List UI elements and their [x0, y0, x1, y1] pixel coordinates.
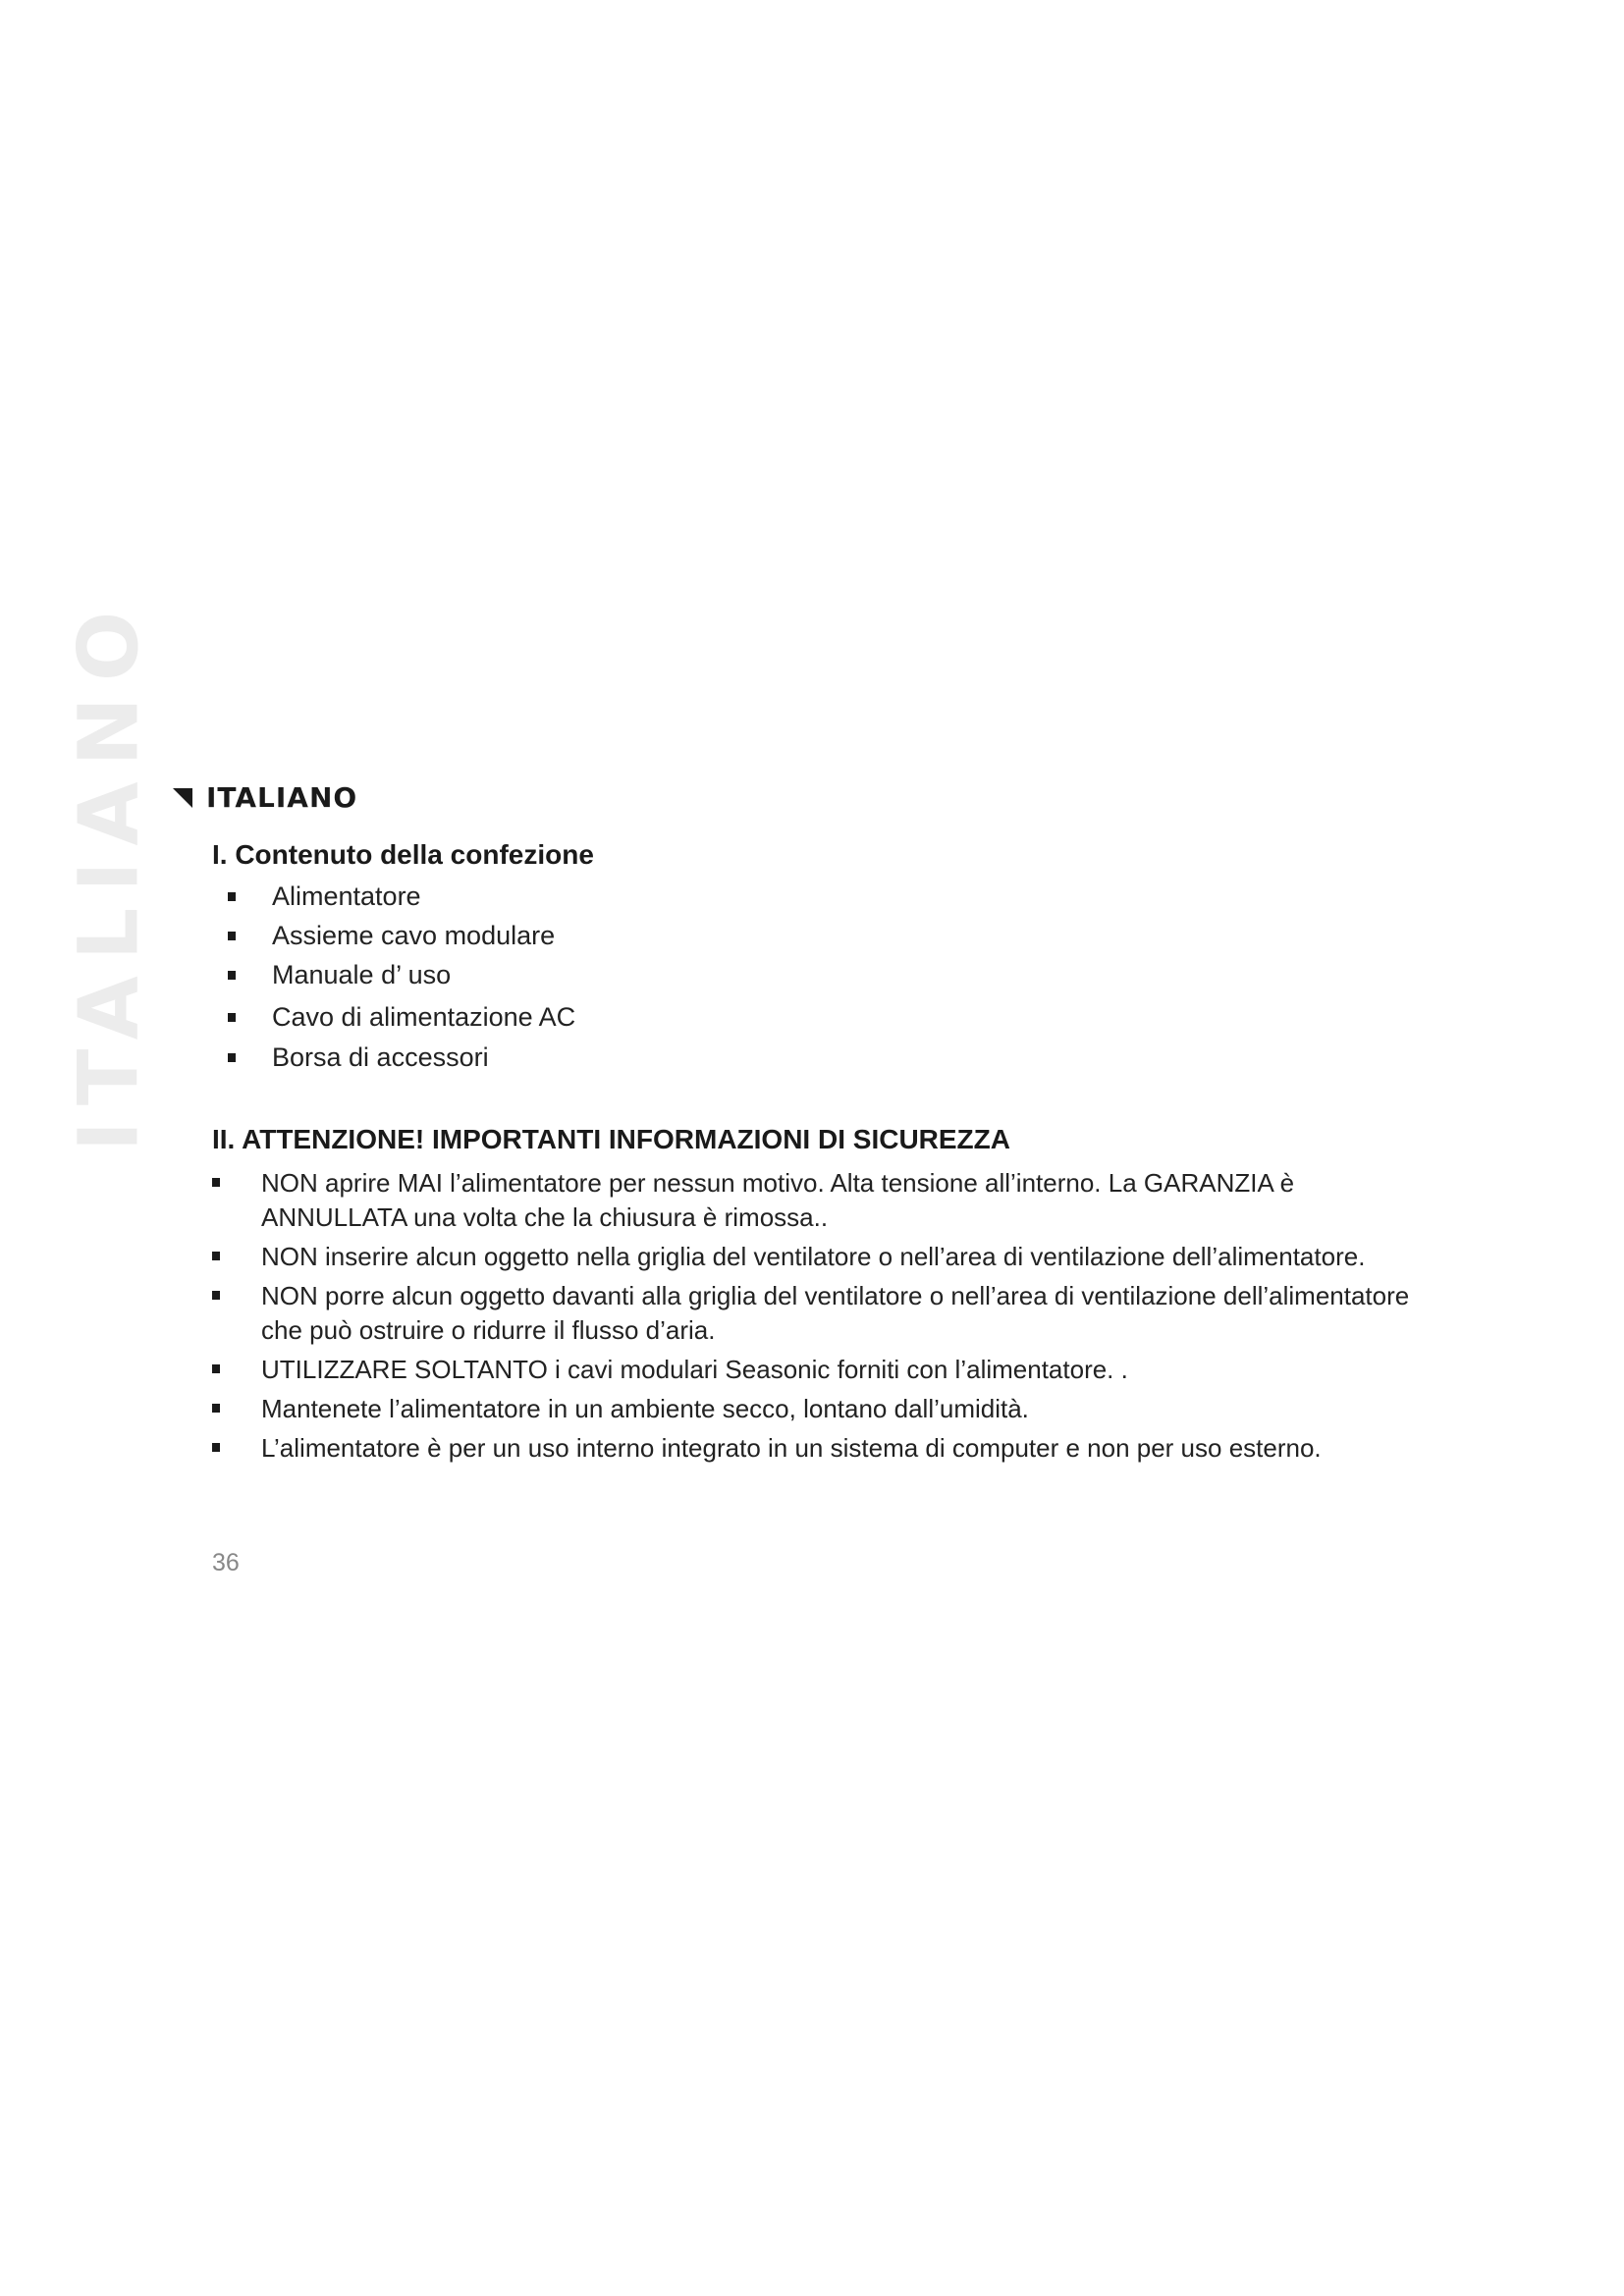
safety-info-title: II. ATTENZIONE! IMPORTANTI INFORMAZIONI DI SICUREZZA [212, 1124, 1010, 1154]
list-item [212, 1353, 1410, 1387]
list-item [212, 1279, 1410, 1348]
list-item-text: NON inserire alcun oggetto nella griglia del ventilatore o nell’area di ventilazione dell’alimentatore. [261, 1242, 1366, 1271]
side-language-watermark [60, 595, 157, 1152]
square-bullet-icon [228, 971, 236, 980]
list-item [212, 1431, 1410, 1466]
list-item-text: Mantenete l’alimentatore in un ambiente secco, lontano dall’umidità. [261, 1394, 1029, 1423]
list-item-text: Cavo di alimentazione AC [272, 1002, 576, 1032]
list-item-text: Manuale d’ uso [272, 960, 452, 989]
square-bullet-icon [212, 1364, 220, 1373]
square-bullet-icon [228, 932, 236, 940]
square-bullet-icon [212, 1443, 220, 1452]
list-item [212, 1240, 1410, 1274]
square-bullet-icon [228, 1013, 236, 1022]
list-item-text: Alimentatore [272, 881, 421, 911]
package-contents-title: I. Contenuto della confezione [212, 839, 594, 870]
list-item-text: UTILIZZARE SOLTANTO i cavi modulari Seasonic forniti con l’alimentatore. . [261, 1355, 1128, 1384]
page-number: 36 [212, 1549, 240, 1576]
list-item-text: Borsa di accessori [272, 1042, 489, 1072]
square-bullet-icon [212, 1404, 220, 1413]
list-item [228, 960, 575, 989]
square-bullet-icon [212, 1291, 220, 1300]
section-header [173, 781, 357, 814]
list-item [228, 1042, 575, 1072]
list-item [228, 881, 575, 911]
list-item [228, 921, 575, 950]
square-bullet-icon [228, 892, 236, 901]
list-item [212, 1392, 1410, 1426]
square-bullet-icon [212, 1252, 220, 1260]
corner-triangle-icon [173, 788, 192, 808]
list-item-text: NON aprire MAI l’alimentatore per nessun motivo. Alta tensione all’interno. La GARANZIA è ANNULLATA una volta che la chiusura è rimossa.. [261, 1168, 1295, 1232]
language-title: ITALIANO [206, 781, 358, 814]
safety-info-list [212, 1166, 1410, 1470]
square-bullet-icon [228, 1053, 236, 1062]
list-item-text: L’alimentatore è per un uso interno integrato in un sistema di computer e non per uso esterno. [261, 1433, 1322, 1463]
list-item [228, 1002, 575, 1032]
list-item-text: NON porre alcun oggetto davanti alla griglia del ventilatore o nell’area di ventilazione dell’alimentatore che può ostruire o ridurre il flusso d’aria. [261, 1281, 1410, 1345]
list-item-text: Assieme cavo modulare [272, 921, 556, 950]
list-item [212, 1166, 1410, 1235]
square-bullet-icon [212, 1178, 220, 1187]
side-language-label: ITALIANO [60, 595, 157, 1152]
package-contents-list [228, 881, 575, 1072]
